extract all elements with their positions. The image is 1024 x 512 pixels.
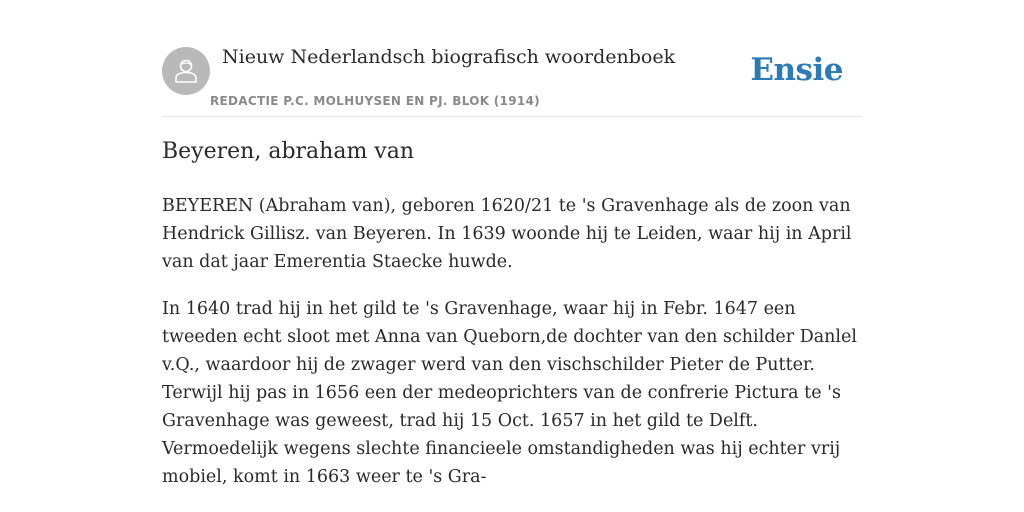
source-title[interactable]: Nieuw Nederlandsch biografisch woordenboek [222,46,676,68]
article-paragraph: BEYEREN (Abraham van), geboren 1620/21 te 's Gravenhage als de zoon van Hendrick Gillisz. van Beyeren. In 1639 woonde hij te Leiden, waar hij in April van dat jaar Emerentia Staecke huwde. [162,196,852,272]
avatar[interactable] [162,47,210,95]
article-title: Beyeren, abraham van [162,139,415,164]
source-editors: REDACTIE P.C. MOLHUYSEN EN PJ. BLOK (1914) [210,94,540,108]
article-paragraph: In 1640 trad hij in het gild te 's Gravenhage, waar hij in Febr. 1647 een tweeden echt sloot met Anna van Queborn,de dochter van den schilder Danlel v.Q., waardoor hij de zwager werd van den vischschilder Pieter de Putter. Terwijl hij pas in 1656 een der medeoprichters van de confrerie Pictura te 's Gravenhage was geweest, trad hij 15 Oct. 1657 in het gild te Delft. Vermoedelijk wegens slechte financieele omstandigheden was hij echter vrij mobiel, komt in 1663 weer te 's Gra- [162,299,857,487]
source-header [162,44,862,117]
article-body [162,192,862,510]
user-icon [174,58,198,84]
brand-logo[interactable]: Ensie [750,52,843,88]
